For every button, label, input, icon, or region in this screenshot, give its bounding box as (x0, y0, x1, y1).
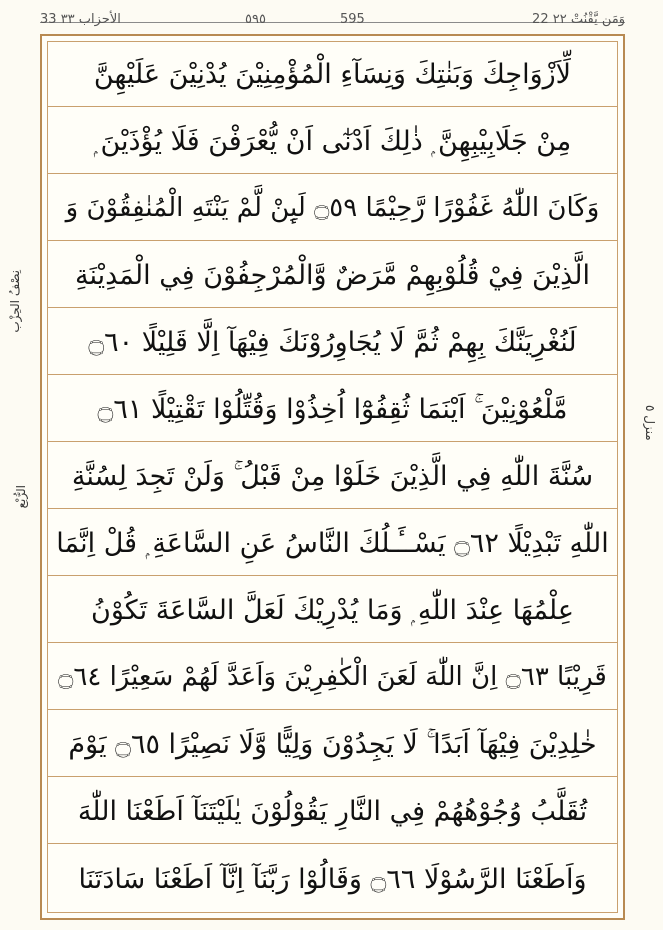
text-frame-inner (47, 41, 618, 913)
line-text: قَرِيْبًا ۝٦٣ اِنَّ اللّٰهَ لَعَنَ الْكٰفِرِيْنَ وَاَعَدَّ لَهُمْ سَعِيْرًا ۝٦٤ (58, 662, 607, 692)
page-number-arabic: ٥٩٥ (245, 12, 266, 27)
page-header (40, 8, 625, 34)
line-text: تُقَلَّبُ وُجُوْهُهُمْ فِي النَّارِ يَقُوْلُوْنَ يٰلَيْتَنَآ اَطَعْنَا اللّٰهَ (77, 795, 588, 827)
hizb-marker: نِصْفُ الحِزْب (8, 270, 22, 333)
text-line (48, 109, 617, 174)
line-text: وَاَطَعْنَا الرَّسُوْلَا ۝٦٦ وَقَالُوْا رَبَّنَآ اِنَّآ اَطَعْنَا سَادَتَنَا (78, 864, 587, 895)
manzil-marker: منزل ٥ (643, 405, 657, 441)
line-text: الَّذِيْنَ فِيْ قُلُوْبِهِمْ مَّرَضٌ وَّالْمُرْجِفُوْنَ فِي الْمَدِيْنَةِ (74, 259, 591, 291)
line-text: اللّٰهِ تَبْدِيْلًا ۝٦٢ يَسْــَٔـلُكَ النَّاسُ عَنِ السَّاعَةِ ۭ قُلْ اِنَّمَا (56, 527, 609, 559)
text-line (48, 712, 617, 777)
rub-marker: الرُّبْع (14, 485, 28, 509)
line-text: خٰلِدِيْنَ فِيْهَآ اَبَدًا ۚ لَا يَجِدُوْنَ وَلِيًّا وَّلَا نَصِيْرًا ۝٦٥ يَوْمَ (68, 728, 597, 760)
line-text: لِّاَزْوَاجِكَ وَبَنٰتِكَ وَنِسَآءِ الْمُؤْمِنِيْنَ يُدْنِيْنَ عَلَيْهِنَّ (93, 58, 572, 90)
line-text: لَنُغْرِيَنَّكَ بِهِمْ ثُمَّ لَا يُجَاوِرُوْنَكَ فِيْهَآ اِلَّا قَلِيْلًا ۝٦٠ (88, 326, 577, 358)
text-line (48, 444, 617, 509)
line-text: سُنَّةَ اللّٰهِ فِي الَّذِيْنَ خَلَوْا مِنْ قَبْلُ ۚ وَلَنْ تَجِدَ لِسُنَّةِ (71, 460, 594, 492)
text-line (48, 645, 617, 710)
line-text: مِنْ جَلَابِيْبِهِنَّ ۭ ذٰلِكَ اَدْنٰٓى اَنْ يُّعْرَفْنَ فَلَا يُؤْذَيْنَ ۭ (93, 125, 572, 157)
surah-label: 33 الأحزاب ٣٣ (40, 12, 121, 27)
line-text: وَكَانَ اللّٰهُ غَفُوْرًا رَّحِيْمًا ۝٥٩ لَىِٕنْ لَّمْ يَنْتَهِ الْمُنٰفِقُوْنَ وَ (65, 193, 600, 223)
text-line (48, 176, 617, 241)
text-frame (40, 34, 625, 920)
text-line (48, 511, 617, 576)
line-text: مَّلْعُوْنِيْنَ ۚ اَيْنَمَا ثُقِفُوْٓا اُخِذُوْا وَقُتِّلُوْا تَقْتِيْلًا ۝٦١ (97, 393, 568, 425)
juz-label: 22 وَمَن يَّقْنُتْ ٢٢ (532, 12, 625, 27)
text-line (48, 42, 617, 107)
text-line (48, 779, 617, 844)
text-line (48, 377, 617, 442)
text-line (48, 578, 617, 643)
text-line (48, 243, 617, 308)
page-number: 595 (340, 12, 365, 27)
text-line (48, 846, 617, 913)
line-text: عِلْمُهَا عِنْدَ اللّٰهِ ۭ وَمَا يُدْرِيْكَ لَعَلَّ السَّاعَةَ تَكُوْنُ (91, 594, 574, 626)
text-line (48, 310, 617, 375)
